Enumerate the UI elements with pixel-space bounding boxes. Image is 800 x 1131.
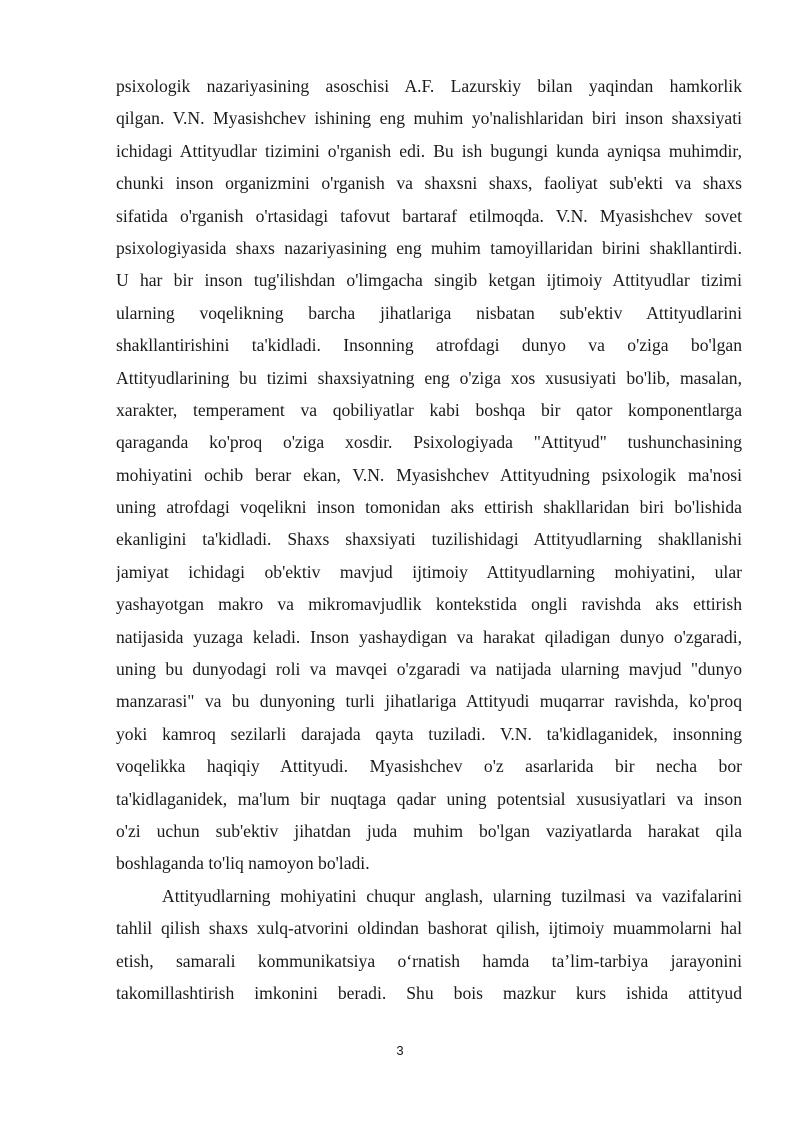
text-line: takomillashtirish imkonini beradi. Shu bois mazkur kurs ishida attityud — [116, 982, 742, 1003]
text-line: manzarasi" va bu dunyoning turli jihatlariga Attityudi muqarrar ravishda, ko'proq — [116, 691, 742, 712]
text-line: voqelikka haqiqiy Attityudi. Myasishchev o'z asarlarida bir necha bor — [116, 756, 742, 777]
text-line: yashayotgan makro va mikromavjudlik kontekstida ongli ravishda aks ettirish — [116, 594, 742, 615]
text-line: sifatida o'rganish o'rtasidagi tafovut bartaraf etilmoqda. V.N. Myasishchev sovet — [116, 205, 742, 226]
text-line: psixologik nazariyasining asoschisi A.F. Lazurskiy bilan yaqindan hamkorlik — [116, 76, 742, 96]
text-line: U har bir inson tug'ilishdan o'limgacha singib ketgan ijtimoiy Attityudlar tizimi — [116, 270, 742, 291]
text-line: etish, samarali kommunikatsiya o‘rnatish hamda ta’lim-tarbiya jarayonini — [116, 950, 742, 971]
body-text — [116, 70, 742, 1009]
text-line: natijasida yuzaga keladi. Inson yashaydigan va harakat qiladigan dunyo o'zgaradi, — [116, 626, 742, 647]
text-line: mohiyatini ochib berar ekan, V.N. Myasishchev Attityudning psixologik ma'nosi — [116, 464, 742, 485]
text-line: ularning voqelikning barcha jihatlariga nisbatan sub'ektiv Attityudlarini — [116, 302, 742, 323]
text-line: uning atrofdagi voqelikni inson tomonidan aks ettirish shakllaridan biri bo'lishida — [116, 497, 742, 518]
text-line: qilgan. V.N. Myasishchev ishining eng muhim yo'nalishlaridan biri inson shaxsiyati — [116, 108, 742, 129]
text-line: chunki inson organizmini o'rganish va shaxsni shaxs, faoliyat sub'ekti va shaxs — [116, 173, 742, 194]
text-line: o'zi uchun sub'ektiv jihatdan juda muhim bo'lgan vaziyatlarda harakat qila — [116, 820, 742, 841]
text-line: uning bu dunyodagi roli va mavqei o'zgaradi va natijada ularning mavjud "dunyo — [116, 659, 742, 680]
text-line: psixologiyasida shaxs nazariyasining eng muhim tamoyillaridan birini shakllantirdi. — [116, 237, 742, 258]
text-line: ta'kidlaganidek, ma'lum bir nuqtaga qadar uning potentsial xususiyatlari va inson — [116, 788, 742, 809]
text-line: qaraganda ko'proq o'ziga xosdir. Psixologiyada "Attityud" tushunchasining — [116, 432, 742, 453]
text-line: xarakter, temperament va qobiliyatlar kabi boshqa bir qator komponentlarga — [116, 399, 742, 420]
text-line: ichidagi Attityudlar tizimini o'rganish edi. Bu ish bugungi kunda ayniqsa muhimdir, — [116, 140, 742, 161]
text-line: ekanligini ta'kidladi. Shaxs shaxsiyati tuzilishidagi Attityudlarning shakllanishi — [116, 529, 742, 550]
text-line: tahlil qilish shaxs xulq-atvorini oldindan bashorat qilish, ijtimoiy muammolarni hal — [116, 918, 742, 939]
page-number: 3 — [396, 1043, 404, 1058]
text-line: yoki kamroq sezilarli darajada qayta tuziladi. V.N. ta'kidlaganidek, insonning — [116, 723, 742, 744]
text-line: Attityudlarning mohiyatini chuqur anglash, ularning tuzilmasi va vazifalarini — [162, 885, 742, 906]
text-line: boshlaganda to'liq namoyon bo'ladi. — [116, 853, 370, 874]
text-line: Attityudlarining bu tizimi shaxsiyatning eng o'ziga xos xususiyati bo'lib, masalan, — [116, 367, 742, 388]
text-line: shakllantirishini ta'kidladi. Insonning atrofdagi dunyo va o'ziga bo'lgan — [116, 335, 742, 356]
text-line: jamiyat ichidagi ob'ektiv mavjud ijtimoiy Attityudlarning mohiyatini, ular — [116, 561, 742, 582]
